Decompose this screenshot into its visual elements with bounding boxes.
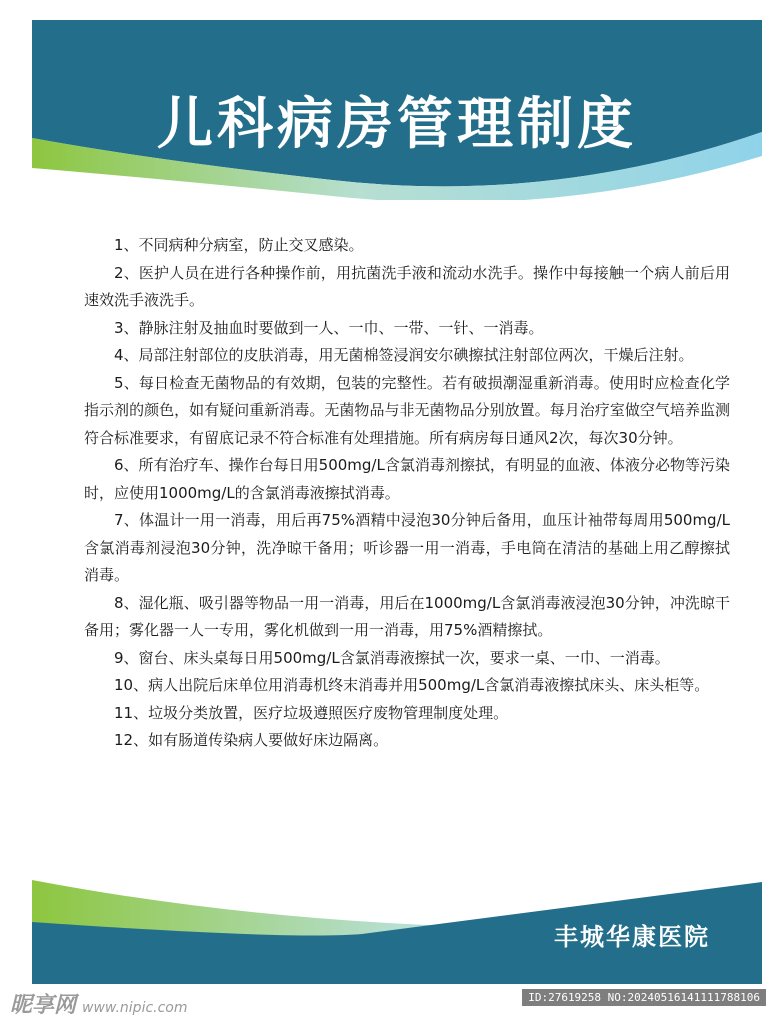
watermark-logo — [10, 988, 188, 1019]
watermark-url: www.nipic.com — [82, 1000, 188, 1016]
rule-item: 8、湿化瓶、吸引器等物品一用一消毒，用后在1000mg/L含氯消毒液浸泡30分钟，冲洗晾干备用；雾化器一人一专用，雾化机做到一用一消毒，用75%酒精擦拭。 — [84, 593, 730, 639]
image-id-label: ID:27619258 NO:20240516141111788106 — [522, 989, 766, 1006]
rule-item: 11、垃圾分类放置，医疗垃圾遵照医疗废物管理制度处理。 — [114, 703, 509, 722]
rule-item: 5、每日检查无菌物品的有效期，包装的完整性。若有破损潮湿重新消毒。使用时应检查化学指示剂的颜色，如有疑问重新消毒。无菌物品与非无菌物品分别放置。每月治疗室做空气培养监测符合标准要求，有留底记录不符合标准有处理措施。所有病房每日通风2次，每次30分钟。 — [84, 373, 730, 447]
rule-item: 3、静脉注射及抽血时要做到一人、一巾、一带、一针、一消毒。 — [114, 318, 544, 337]
rule-item: 2、医护人员在进行各种操作前，用抗菌洗手液和流动水洗手。操作中每接触一个病人前后用速效洗手液洗手。 — [84, 263, 730, 309]
rule-item: 6、所有治疗车、操作台每日用500mg/L含氯消毒剂擦拭，有明显的血液、体液分必物等污染时，应使用1000mg/L的含氯消毒液擦拭消毒。 — [84, 456, 730, 502]
rule-item: 1、不同病种分病室，防止交叉感染。 — [114, 236, 364, 254]
rule-item: 12、如有肠道传染病人要做好床边隔离。 — [114, 731, 389, 749]
rule-item: 7、体温计一用一消毒，用后再75%酒精中浸泡30分钟后备用，血压计袖带每周用500mg/L含氯消毒剂浸泡30分钟，洗净晾干备用；听诊器一用一消毒，手电筒在清洁的基础上用乙醇擦拭消毒。 — [84, 511, 730, 584]
poster-board — [32, 20, 762, 984]
page-title: 儿科病房管理制度 — [157, 92, 637, 157]
rule-item: 10、病人出院后床单位用消毒机终末消毒并用500mg/L含氯消毒液擦拭床头、床头柜等。 — [114, 676, 710, 694]
hospital-name: 丰城华康医院 — [554, 923, 710, 951]
rule-item: 9、窗台、床头桌每日用500mg/L含氯消毒液擦拭一次，要求一桌、一巾、一消毒。 — [114, 648, 670, 667]
rules-list — [84, 232, 730, 755]
watermark-site: 昵享网 — [10, 993, 77, 1018]
rule-item: 4、局部注射部位的皮肤消毒，用无菌棉签浸润安尔碘擦拭注射部位两次，干燥后注射。 — [114, 346, 694, 364]
